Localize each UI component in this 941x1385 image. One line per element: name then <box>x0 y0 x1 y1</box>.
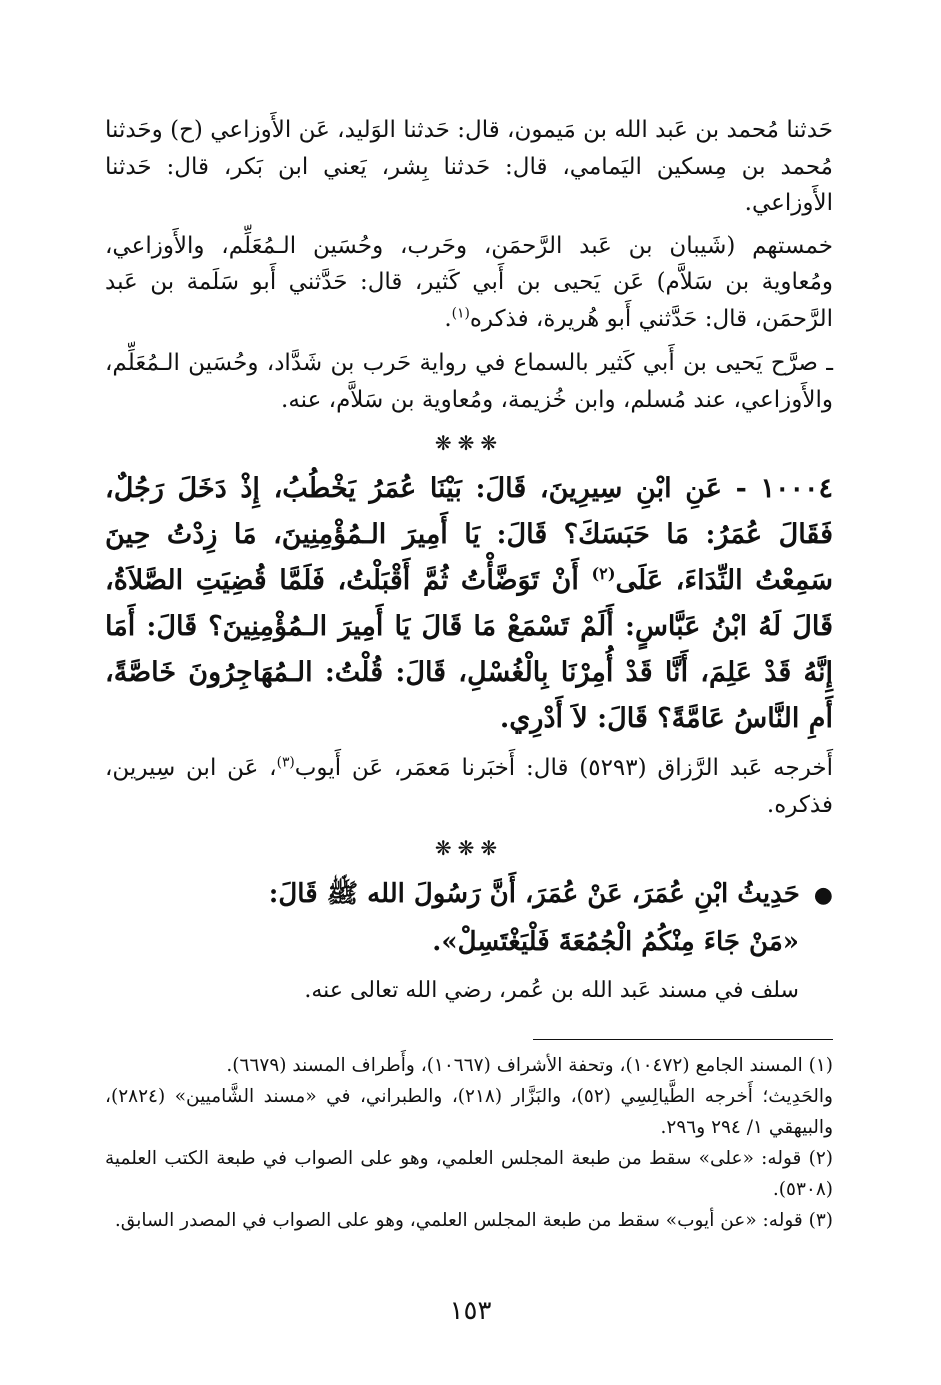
footnote-ref-1: (١) <box>451 304 470 321</box>
isnad-paragraph: حَدثنا مُحمد بن عَبد الله بن مَيمون، قال: حَدثنا الوَليد، عَن الأَوزاعي (ح) وحَدثنا مُحمد بن مِسكين اليَمامي، قال: حَدثنا بِشر، يَعني ابن بَكر، قال: حَدثنا الأَوزاعي. <box>105 117 833 216</box>
bullet-line-2: «مَنْ جَاءَ مِنْكُمُ الْجُمُعَةَ فَلْيَغْتَسِلْ». <box>432 927 799 957</box>
takhrij-text-part1: أَخرجه عَبد الرَّزاق (٥٢٩٣) قال: أَخبَرنا مَعمَر، عَن أَيوب <box>294 755 834 781</box>
narrators-paragraph <box>105 228 833 338</box>
section-separator: ❋❋❋ <box>434 431 504 455</box>
bullet-dot-icon: ● <box>813 883 833 908</box>
page-number: ١٥٣ <box>449 1296 492 1326</box>
bullet-note: سلف في مسند عَبد الله بن عُمر، رضي الله تعالى عنه. <box>304 978 799 1003</box>
bullet-hadith <box>105 871 833 1011</box>
bullet-line-1 <box>105 871 833 919</box>
commentary-paragraph: ـ صرَّح يَحيى بن أَبي كَثير بالسماع في رواية حَرب بن شَدَّاد، وحُسَين الـمُعَلِّم، والأَوزاعي، عند مُسلم، وابن خُزيمة، ومُعاوية بن سَلاَّم، عنه. <box>105 350 833 413</box>
spacer <box>105 337 833 345</box>
bullet-line-1-text: حَدِيثُ ابْنِ عُمَرَ، عَنْ عُمَرَ، أَنَّ رَسُولَ الله ﷺ قَالَ: <box>268 879 800 909</box>
footnote-1-continued: والحَدِيث؛ أَخرجه الطَّيالِسِي (٥٢)، والبَزَّار (٢١٨)، والطبراني، في «مسند الشَّاميين» (٢٨٢٤)، والبيهقي ١/ ٢٩٤ و٢٩٦. <box>105 1086 833 1138</box>
narrators-text: خمستهم (شَيبان بن عَبد الرَّحمَن، وحَرب، وحُسَين الـمُعَلِّم، والأَوزاعي، ومُعاوية بن سَلاَّم) عَن يَحيى بن أَبي كَثير، قال: حَدَّثني أَبو سَلَمة بن عَبد الرَّحمَن، قال: حَدَّثني أَبو هُريرة، فذكره <box>105 232 833 332</box>
footnote-ref-2: (٢) <box>591 564 616 583</box>
takhrij-text-part2: ، عَن ابن سِيرين، فذكره. <box>105 755 833 818</box>
narrators-end: . <box>444 305 452 332</box>
hadith-text-part2: أَنْ تَوَضَّأْتُ ثُمَّ أَقْبَلْتُ، فَلَمَّا قُضِيَتِ الصَّلاَةُ، قَالَ لَهُ ابْنُ عَبَّاسٍ: أَلَمْ تَسْمَعْ مَا قَالَ يَا أَمِيرَ الـمُؤْمِنِينَ؟ قَالَ: أَمَا إِنَّهُ قَدْ عَلِمَ، أَنَّا قَدْ أُمِرْنَا بِالْغُسْلِ، قَالَ: قُلْتُ: الـمُهَاجِرُونَ خَاصَّةً، أَمِ النَّاسُ عَامَّةً؟ قَالَ: لاَ أَدْرِي. <box>105 565 833 734</box>
footnote-1: (١) المسند الجامع (١٠٤٧٢)، وتحفة الأشراف (١٠٦٦٧)، وأَطراف المسند (٦٦٧٩). <box>226 1055 833 1076</box>
footnote-3: (٣) قوله: «عن أيوب» سقط من طبعة المجلس العلمي، وهو على الصواب في المصدر السابق. <box>114 1210 833 1231</box>
hadith-text-part1: ١٠٠٠٤ - عَنِ ابْنِ سِيرِينَ، قَالَ: بَيْنَا عُمَرُ يَخْطُبُ، إِذْ دَخَلَ رَجُلٌ، فَقَالَ عُمَرُ: مَا حَبَسَكَ؟ قَالَ: يَا أَمِيرَ الـمُؤْمِنِينَ، مَا زِدْتُ حِينَ سَمِعْتُ النِّدَاءَ، عَلَى <box>105 473 833 596</box>
footnote-divider <box>533 1039 833 1040</box>
footnote-ref-3: (٣) <box>276 754 295 771</box>
hadith-text <box>105 466 833 742</box>
footnote-2: (٢) قوله: «على» سقط من طبعة المجلس العلمي، وهو على الصواب في طبعة الكتب العلمية (٥٣٠٨). <box>105 1148 833 1200</box>
takhrij-paragraph <box>105 750 833 823</box>
section-separator-2: ❋❋❋ <box>434 836 504 860</box>
